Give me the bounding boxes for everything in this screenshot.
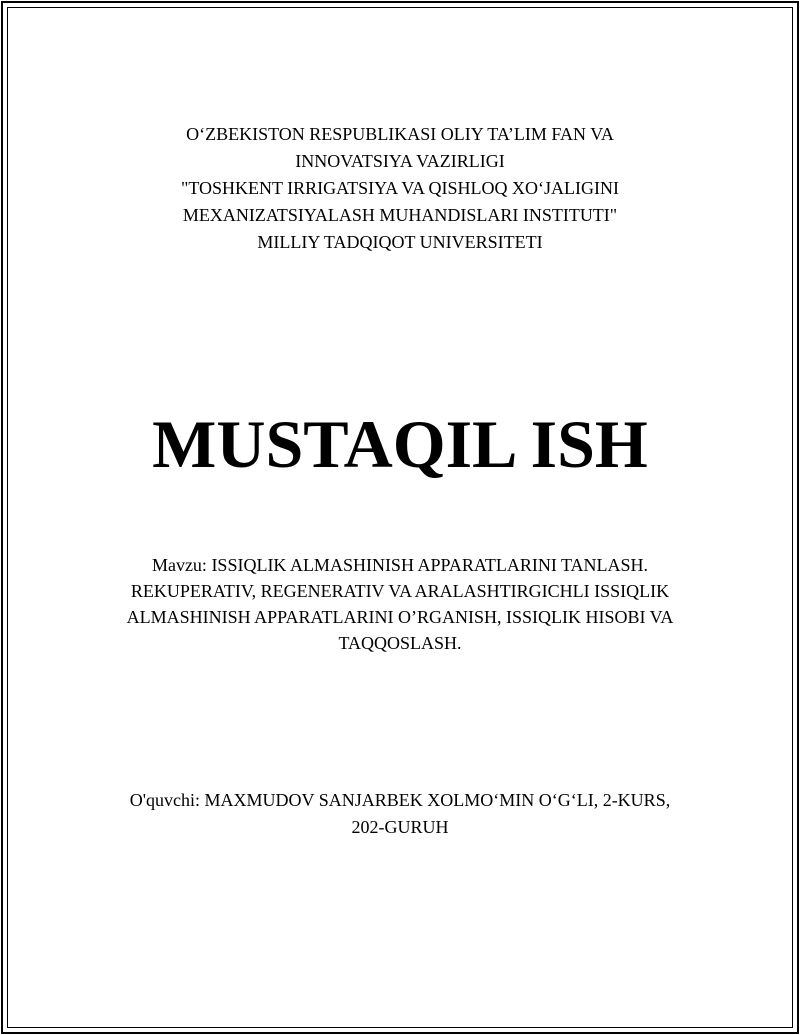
header-line: MEXANIZATSIYALASH MUHANDISLARI INSTITUTI" (182, 205, 618, 225)
institution-header (0, 121, 800, 256)
topic-line: REKUPERATIV, REGENERATIV VA ARALASHTIRGICHLI ISSIQLIK (130, 581, 670, 601)
topic-line: ALMASHINISH APPARATLARINI O’RGANISH, ISSIQLIK HISOBI VA (126, 607, 674, 627)
header-line: MILLIY TADQIQOT UNIVERSITETI (257, 232, 543, 252)
document-title: MUSTAQIL ISH (152, 406, 648, 482)
header-line: "TOSHKENT IRRIGATSIYA VA QISHLOQ XO‘JALIGINI (180, 178, 620, 198)
header-line: INNOVATSIYA VAZIRLIGI (295, 151, 505, 171)
student-info (0, 787, 800, 841)
header-line: O‘ZBEKISTON RESPUBLIKASI OLIY TA’LIM FAN VA (186, 124, 614, 144)
topic-line: TAQQOSLASH. (338, 633, 462, 653)
student-line: O'quvchi: MAXMUDOV SANJARBEK XOLMO‘MIN O‘G‘LI, 2-KURS, (129, 790, 671, 810)
student-line: 202-GURUH (351, 817, 449, 837)
topic-section (0, 552, 800, 656)
topic-line: Mavzu: ISSIQLIK ALMASHINISH APPARATLARINI TANLASH. (151, 555, 649, 575)
